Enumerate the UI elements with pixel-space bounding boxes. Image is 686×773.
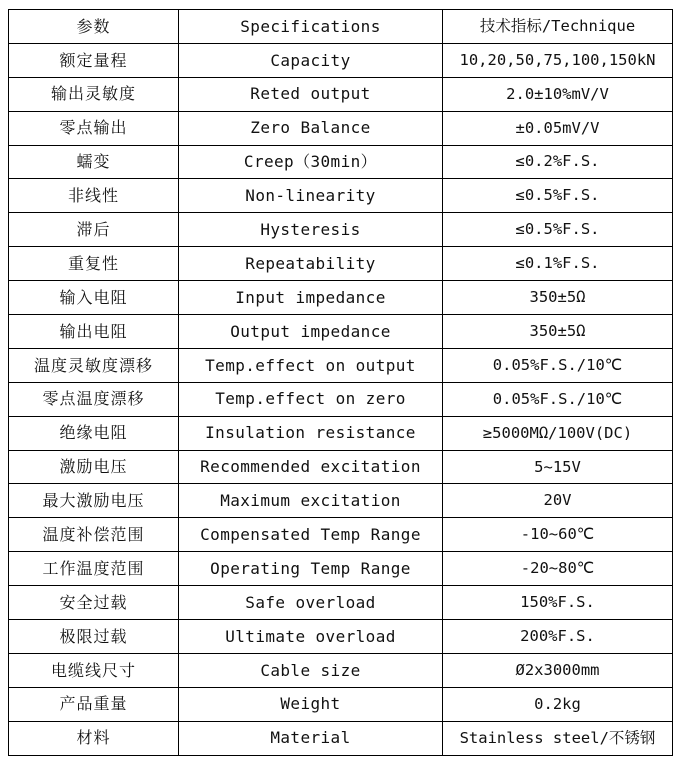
value-cell: -20~80℃: [443, 552, 673, 586]
parameter-cn-cell: 输出电阻: [9, 315, 179, 349]
value-cell: 10,20,50,75,100,150kN: [443, 43, 673, 77]
specification-en-cell: Reted output: [179, 77, 443, 111]
parameter-cn-cell: 安全过载: [9, 586, 179, 620]
specification-en-cell: Compensated Temp Range: [179, 518, 443, 552]
specification-en-cell: Recommended excitation: [179, 450, 443, 484]
table-row: [9, 213, 673, 247]
specification-en-cell: Material: [179, 721, 443, 755]
specification-en-cell: Weight: [179, 687, 443, 721]
value-cell: ≤0.5%F.S.: [443, 179, 673, 213]
specification-en-cell: Operating Temp Range: [179, 552, 443, 586]
specification-en-cell: Cable size: [179, 653, 443, 687]
header-technique: 技术指标/Technique: [443, 10, 673, 44]
value-cell: ≤0.5%F.S.: [443, 213, 673, 247]
parameter-cn-cell: 输入电阻: [9, 281, 179, 315]
parameter-cn-cell: 电缆线尺寸: [9, 653, 179, 687]
value-cell: 20V: [443, 484, 673, 518]
value-cell: ≥5000MΩ/100V(DC): [443, 416, 673, 450]
value-cell: ≤0.1%F.S.: [443, 247, 673, 281]
table-row: [9, 721, 673, 755]
specification-en-cell: Insulation resistance: [179, 416, 443, 450]
value-cell: Ø2x3000mm: [443, 653, 673, 687]
value-cell: 0.2kg: [443, 687, 673, 721]
parameter-cn-cell: 工作温度范围: [9, 552, 179, 586]
table-row: [9, 315, 673, 349]
value-cell: 5~15V: [443, 450, 673, 484]
specification-en-cell: Temp.effect on zero: [179, 382, 443, 416]
value-cell: 0.05%F.S./10℃: [443, 348, 673, 382]
parameter-cn-cell: 蠕变: [9, 145, 179, 179]
table-row: [9, 620, 673, 654]
table-header-row: [9, 10, 673, 44]
table-row: [9, 281, 673, 315]
parameter-cn-cell: 零点温度漂移: [9, 382, 179, 416]
specification-en-cell: Temp.effect on output: [179, 348, 443, 382]
specification-en-cell: Safe overload: [179, 586, 443, 620]
table-row: [9, 552, 673, 586]
parameter-cn-cell: 激励电压: [9, 450, 179, 484]
parameter-cn-cell: 非线性: [9, 179, 179, 213]
specification-en-cell: Output impedance: [179, 315, 443, 349]
specification-en-cell: Input impedance: [179, 281, 443, 315]
table-row: [9, 450, 673, 484]
table-row: [9, 484, 673, 518]
specification-table-body: [9, 10, 673, 756]
parameter-cn-cell: 极限过载: [9, 620, 179, 654]
value-cell: ≤0.2%F.S.: [443, 145, 673, 179]
table-row: [9, 111, 673, 145]
specification-en-cell: Capacity: [179, 43, 443, 77]
value-cell: ±0.05mV/V: [443, 111, 673, 145]
specification-en-cell: Repeatability: [179, 247, 443, 281]
table-row: [9, 586, 673, 620]
value-cell: Stainless steel/不锈钢: [443, 721, 673, 755]
value-cell: 350±5Ω: [443, 281, 673, 315]
header-parameter: 参数: [9, 10, 179, 44]
table-row: [9, 77, 673, 111]
value-cell: 2.0±10%mV/V: [443, 77, 673, 111]
value-cell: 150%F.S.: [443, 586, 673, 620]
table-row: [9, 348, 673, 382]
specification-en-cell: Hysteresis: [179, 213, 443, 247]
table-row: [9, 247, 673, 281]
parameter-cn-cell: 输出灵敏度: [9, 77, 179, 111]
parameter-cn-cell: 零点输出: [9, 111, 179, 145]
table-row: [9, 382, 673, 416]
table-row: [9, 518, 673, 552]
parameter-cn-cell: 滞后: [9, 213, 179, 247]
parameter-cn-cell: 温度补偿范围: [9, 518, 179, 552]
value-cell: 350±5Ω: [443, 315, 673, 349]
parameter-cn-cell: 材料: [9, 721, 179, 755]
table-row: [9, 145, 673, 179]
specification-en-cell: Zero Balance: [179, 111, 443, 145]
parameter-cn-cell: 额定量程: [9, 43, 179, 77]
specification-en-cell: Non-linearity: [179, 179, 443, 213]
table-row: [9, 687, 673, 721]
value-cell: -10~60℃: [443, 518, 673, 552]
parameter-cn-cell: 最大激励电压: [9, 484, 179, 518]
table-row: [9, 43, 673, 77]
parameter-cn-cell: 产品重量: [9, 687, 179, 721]
table-row: [9, 179, 673, 213]
specification-en-cell: Ultimate overload: [179, 620, 443, 654]
value-cell: 0.05%F.S./10℃: [443, 382, 673, 416]
specification-en-cell: Maximum excitation: [179, 484, 443, 518]
specification-en-cell: Creep（30min）: [179, 145, 443, 179]
specification-table: [8, 9, 673, 756]
value-cell: 200%F.S.: [443, 620, 673, 654]
table-row: [9, 653, 673, 687]
header-specifications: Specifications: [179, 10, 443, 44]
table-row: [9, 416, 673, 450]
parameter-cn-cell: 重复性: [9, 247, 179, 281]
parameter-cn-cell: 温度灵敏度漂移: [9, 348, 179, 382]
parameter-cn-cell: 绝缘电阻: [9, 416, 179, 450]
